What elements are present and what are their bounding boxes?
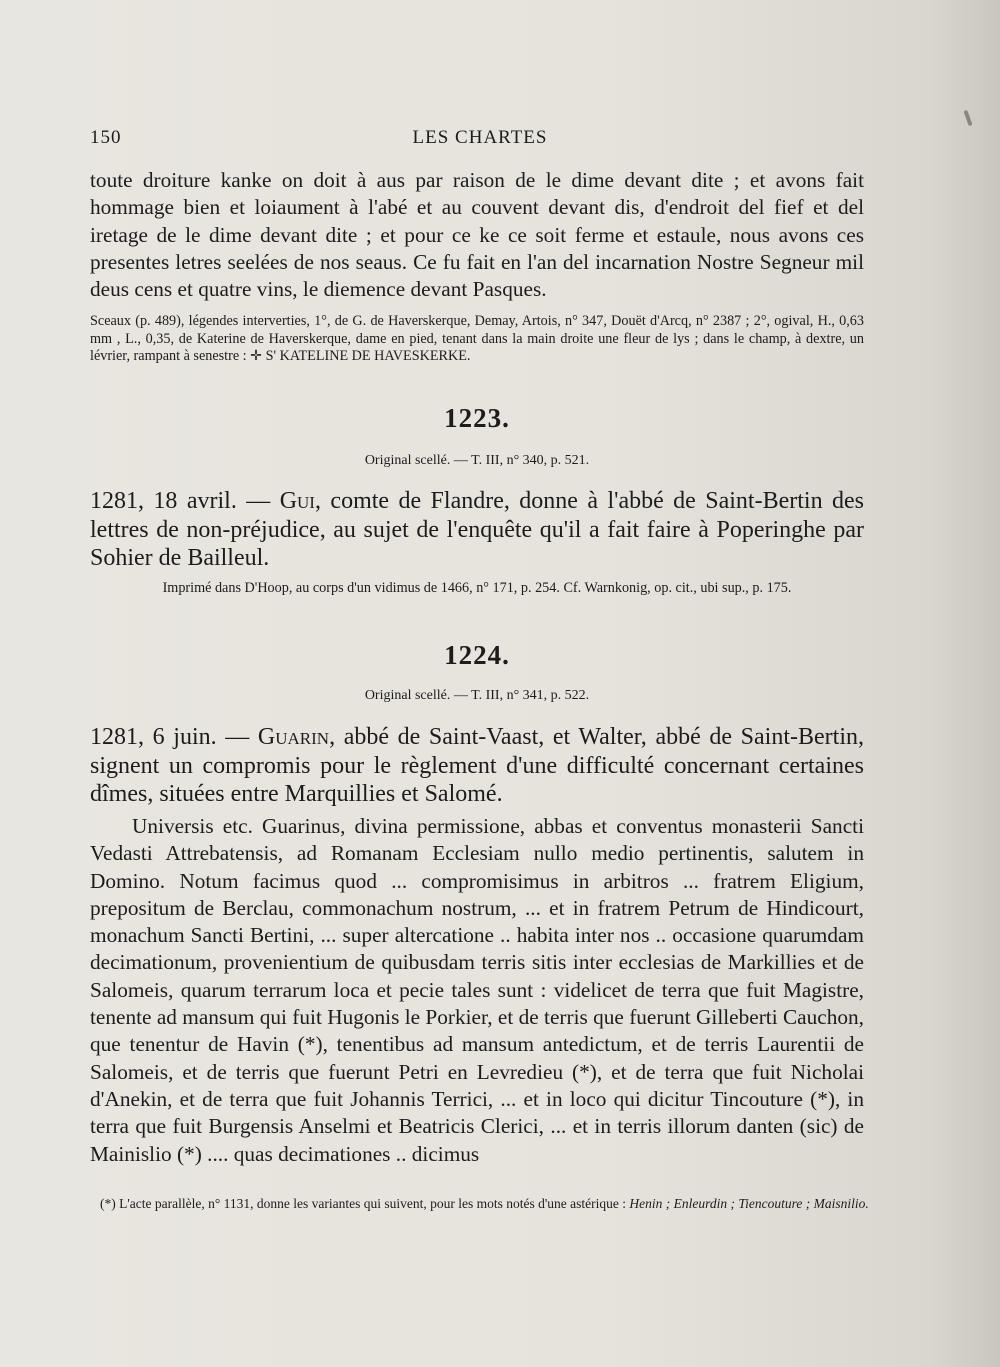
entry-summary-text: , comte de Flandre, donne à l'abbé de Saint-Bertin des lettres de non-préjudice, au sujet de l'enquête qu'il a fait faire à Poperinghe par Sohier de Bailleul. (90, 488, 865, 571)
entry-date: 1281, 6 juin. (90, 724, 217, 750)
seal-note: Sceaux (p. 489), légendes interverties, 1°, de G. de Haverskerque, Demay, Artois, n° 347, Douët d'Arcq, n° 2387 ; 2°, ogival, H., 0,63 mm , L., 0,35, de Katerine de Haverskerque, dame en pied, tenant dans la main droite une fleur de lys ; dans le champ, à dextre, un lévrier, rampant à senestre : ✛ S' KATELINE DE HAVESKERKE. (90, 313, 864, 364)
entry-actor: Guarin (257, 724, 330, 750)
entry-number: 1223. (444, 403, 510, 433)
running-title: LES CHARTES (412, 127, 548, 148)
entry-summary: 1281, 18 avril. — Gui, comte de Flandre, donne à l'abbé de Saint-Bertin des lettres de non-préjudice, au sujet de l'enquête qu'il a fait faire à Poperinghe par Sohier de Bailleul. (90, 488, 865, 571)
continuation-text: toute droiture kanke on doit à aus par raison de le dime devant dite ; et avons fait hommage bien et loiaument à l'abé et au couvent devant dis, d'endroit del fief et del iretage de le dime devant dite ; et pour ce ke ce soit ferme et estaule, nous avons ces presentes letres seelées de nos seaus. Ce fu fait en l'an del incarnation Nostre Segneur mil deus cens et quatre vins, le diemence devant Pasques. (90, 168, 864, 302)
entry-source: Original scellé. — T. III, n° 340, p. 521. (364, 453, 590, 468)
entry-date: 1281, 18 avril. (90, 488, 237, 514)
entry-number: 1224. (444, 640, 510, 670)
entry-text-block (90, 813, 864, 1168)
seal-note-block (90, 313, 864, 366)
page-number: 150 (90, 127, 122, 148)
margin-mark (963, 110, 972, 126)
entry-summary: 1281, 6 juin. — Guarin, abbé de Saint-Vaast, et Walter, abbé de Saint-Bertin, signent un compromis pour le règlement d'une difficulté concernant certaines dîmes, situées entre Marquillies et Salomé. (90, 724, 864, 807)
entry-note-block (90, 580, 864, 598)
continuation-block (90, 167, 864, 303)
entry-text: Universis etc. Guarinus, divina permissione, abbas et conventus monasterii Sancti Vedasti Attrebatensis, ad Romanam Ecclesiam nullo medio pertinentis, salutem in Domino. Notum facimus quod ... compromisimus in arbitros ... fratrem Eligium, prepositum de Berclau, commonachum nostrum, ... et in fratrem Petrum de Hindicourt, monachum Sancti Bertini, ... super altercatione .. habita inter nos .. occasione quarumdam decimationum, provenientium de quibusdam terris sitis inter ecclesias de Markillies et de Salomeis, quarum terrarum loca et pecie tales sunt : videlicet de terra que fuit Magistre, tenente ad mansum qui fuit Hugonis le Porkier, et de terris que fuerunt Gilleberti Cauchon, que tenentur de Havin (*), tenentibus ad mansum antedictum, et de terris Laurentii de Salomeis, et de terris que fuerunt Petri en Levredieu (*), et de terra que fuit Nicholai d'Anekin, et de terra que fuit Johannis Terrici, ... et in loco qui dicitur Tincouture (*), in terra que fuit Burgensis Anselmi et Beatricis Clerici, ... et in terris illorum danten (sic) de Mainislio (*) .... quas decimationes .. dicimus (90, 814, 864, 1166)
entry-source: Original scellé. — T. III, n° 341, p. 522. (364, 688, 590, 703)
entry-summary-block (90, 487, 864, 573)
entry-summary-block (90, 723, 864, 809)
running-head (90, 127, 870, 155)
footnote-text: (*) L'acte parallèle, n° 1131, donne les variantes qui suivent, pour les mots notés d'une astérique : (100, 1196, 630, 1211)
footnote (100, 1196, 870, 1212)
entry-summary-text: , abbé de Saint-Vaast, et Walter, abbé de Saint-Bertin, signent un compromis pour le règlement d'une difficulté concernant certaines dîmes, situées entre Marquillies et Salomé. (90, 724, 864, 807)
entry-note: Imprimé dans D'Hoop, au corps d'un vidimus de 1466, n° 171, p. 254. Cf. Warnkonig, op. cit., ubi sup., p. 175. (162, 580, 792, 596)
entry-actor: Gui (279, 488, 315, 514)
footnote-variants: Henin ; Enleurdin ; Tiencouture ; Maisnilio. (629, 1196, 869, 1211)
